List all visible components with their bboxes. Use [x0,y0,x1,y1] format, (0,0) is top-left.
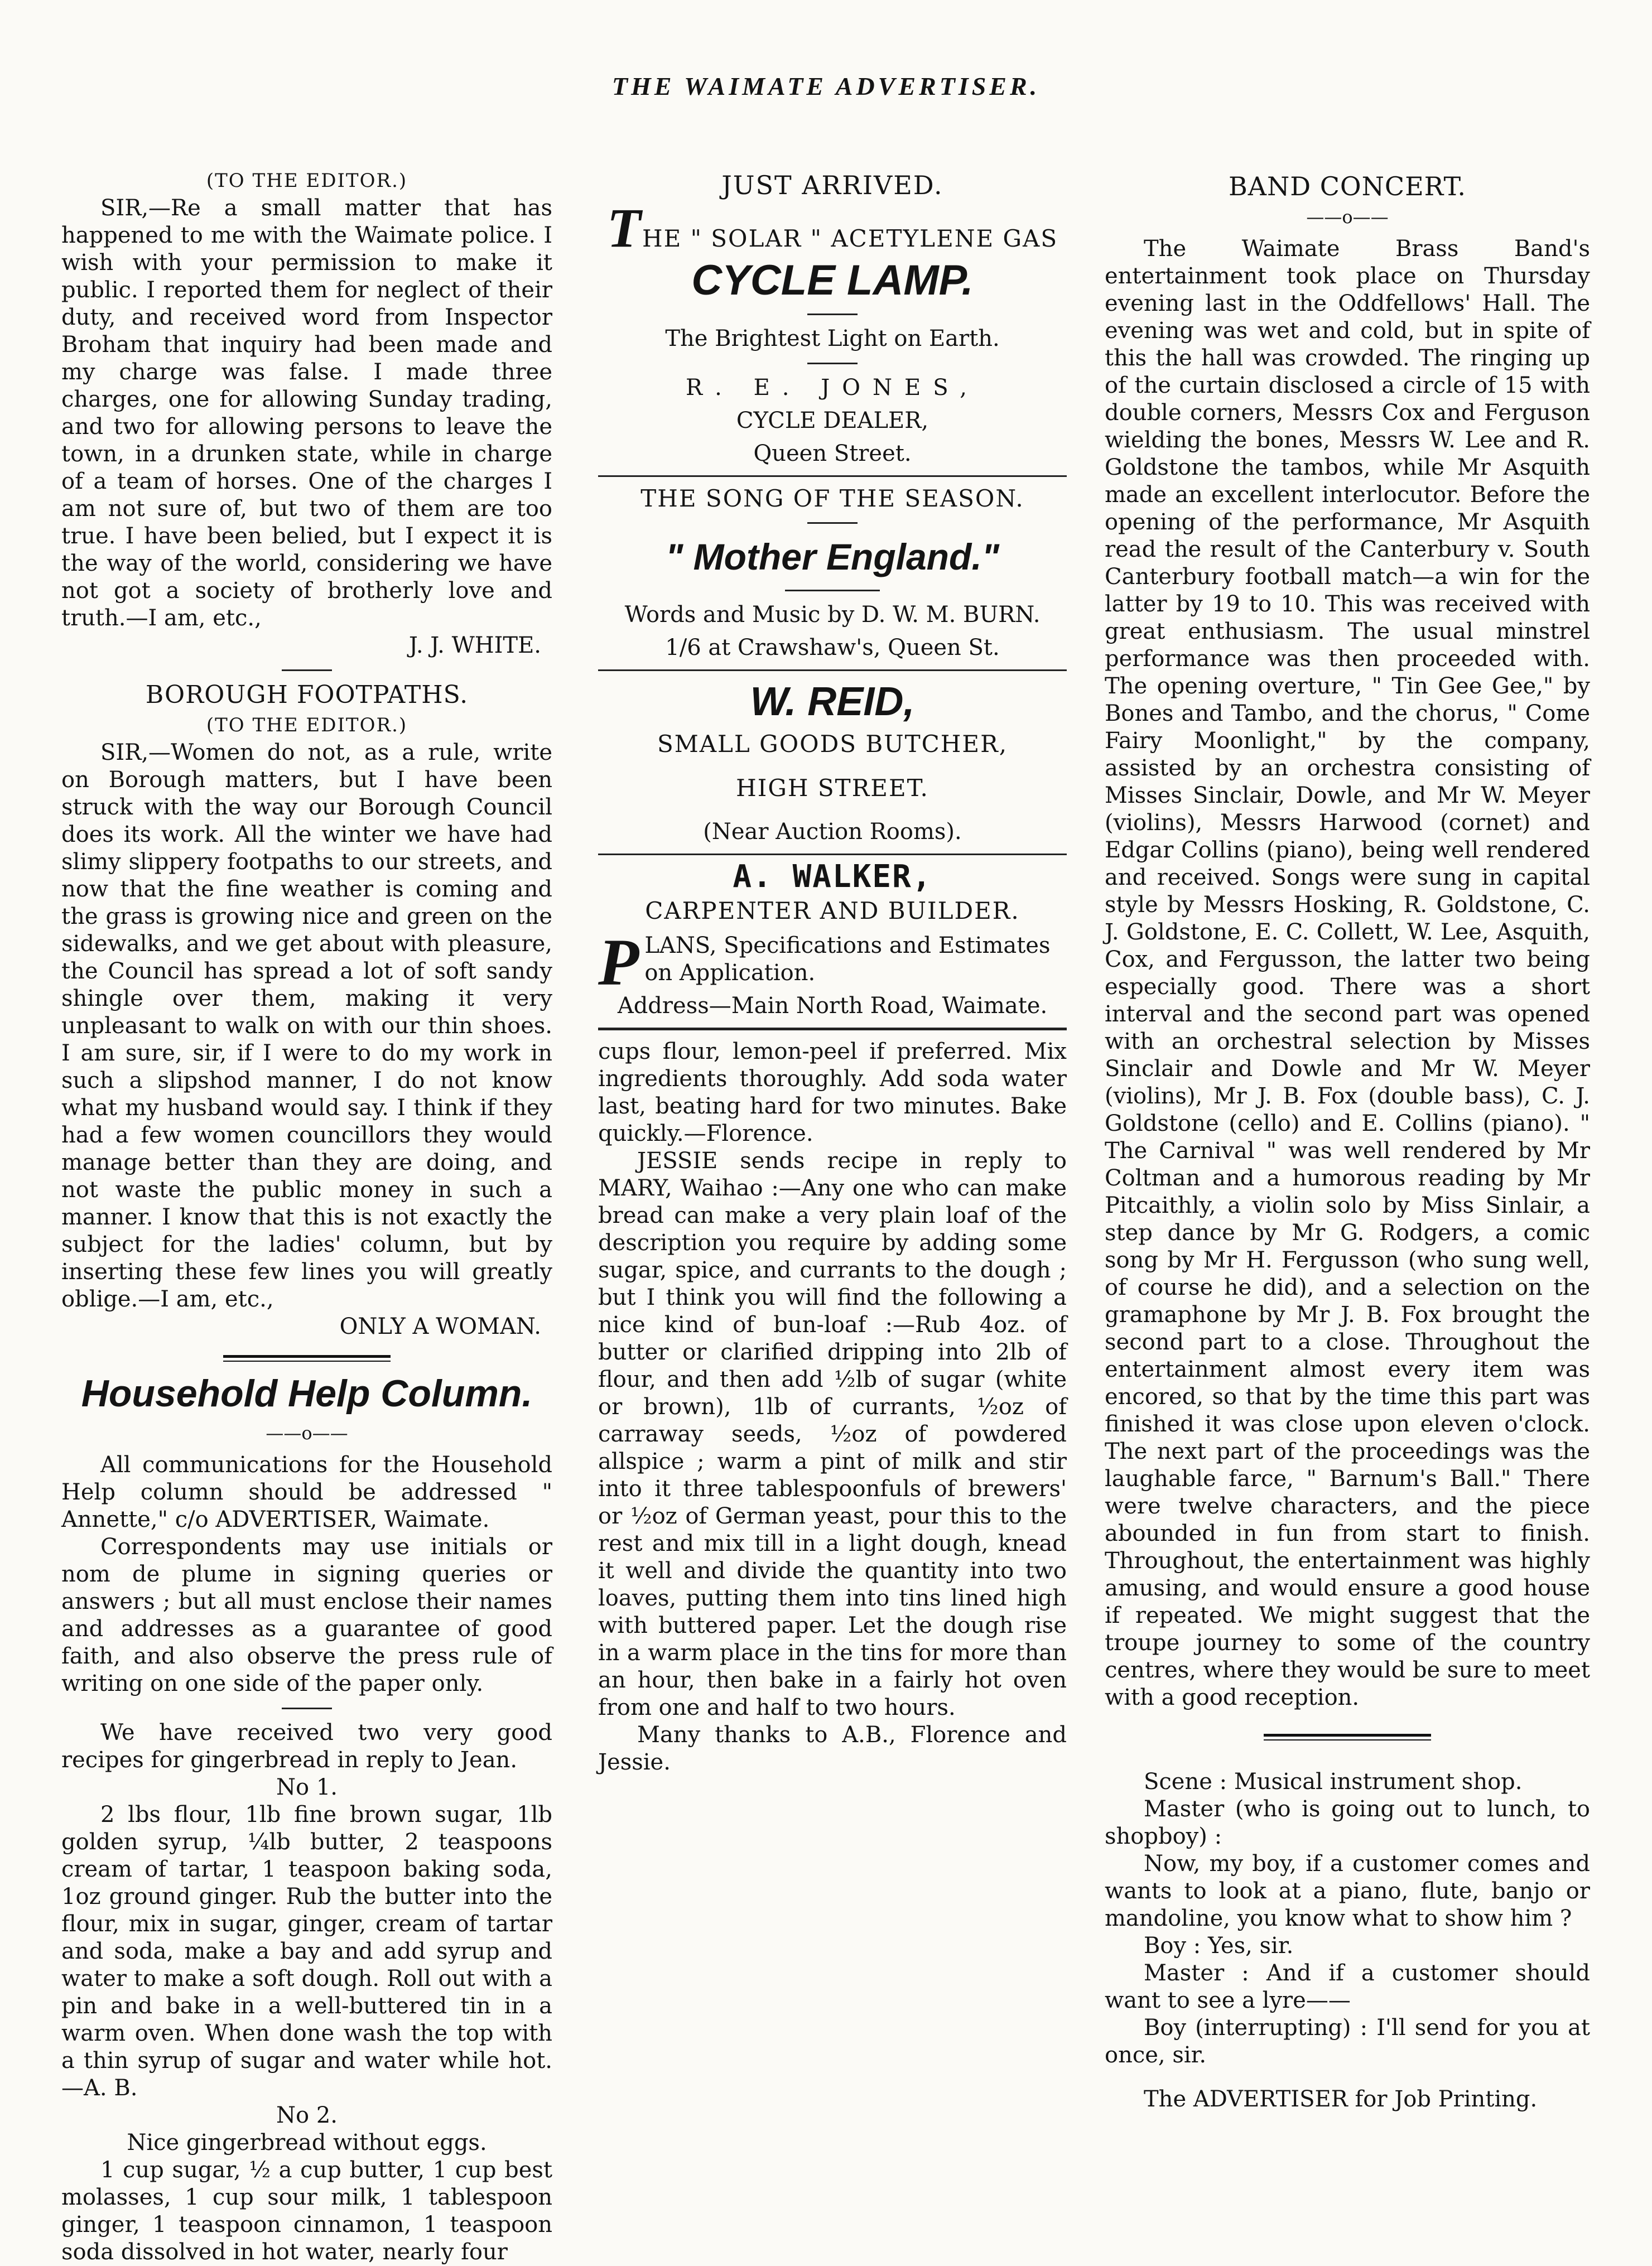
section-divider [1264,1734,1431,1741]
boy-line-2: Boy (interrupting) : I'll send for you at once, sir. [1105,2015,1590,2068]
master-line-1: Master (who is going out to lunch, to shopboy) : [1105,1796,1590,1849]
solar-heading: HE " SOLAR " ACETYLENE GAS [642,225,1058,252]
divider [282,1708,332,1709]
divider [785,590,880,591]
band-dash: ——o—— [1306,206,1389,228]
letter2-body: SIR,—Women do not, as a rule, write on Borough matters, but I have been struck with the way our Borough Council does its work. All the winter we have had slimy slippery footpaths to our streets, and now that the fine weather is coming and the grass is growing nice and green on the sidewalks, and we get about with pleasure, the Council has spread a lot of soft sandy shingle over them, making it very unpleasant to walk on with our thin shoes. I am sure, sir, if I were to do my work in such a slipshod manner, I do not know what my husband would say. I think if they had a few women councillors they would manage better than they are doing, and not waste the public money in such a manner. I know that this is not exactly the subject for the ladies' column, but by inserting these few lines you will greatly oblige.—I am, etc., [61,740,552,1312]
boy-line-1: Boy : Yes, sir. [1144,1933,1294,1959]
recipe2-subtitle: Nice gingerbread without eggs. [127,2130,487,2156]
divider [598,475,1067,477]
household-p2: Correspondents may use initials or nom de plume in signing queries or answers ; but all must enclose their names and addresses as a guarantee of good faith, and also observe the press rule of writing on one side of the paper only. [61,1534,552,1696]
walker-name: A. WALKER, [733,859,932,895]
band-concert-title: BAND CONCERT. [1228,171,1467,201]
brightest-light: The Brightest Light on Earth. [665,326,1000,351]
recipe-continued: cups flour, lemon-peel if preferred. Mix ingredients thoroughly. Add soda water last, beating hard for two minutes. Bake quickly.—Florence. [598,1039,1067,1146]
divider [807,314,858,315]
masthead: THE WAIMATE ADVERTISER. [611,72,1041,100]
recipe1-number: No 1. [276,1775,338,1800]
queen-street: Queen Street. [753,441,912,466]
divider [807,522,858,524]
recipe1-text: 2 lbs flour, 1lb fine brown sugar, 1lb golden syrup, ¼lb butter, 2 teaspoons cream of tartar, 1 teaspoon baking soda, 1oz ground ginger. Rub the butter into the flour, mix in sugar, ginger, cream of tartar and soda, make a bay and add syrup and water to make a soft dough. Roll out with a pin and bake in a well-buttered tin in a warm oven. When done wash the top with a thin syrup of sugar and water while hot.—A. B. [61,1802,552,2101]
divider [807,363,858,364]
butcher: SMALL GOODS BUTCHER, [657,730,1008,758]
master-line-2: Now, my boy, if a customer comes and wants to look at a piano, flute, banjo or mandoline, you know what to show him ? [1105,1851,1590,1931]
recipe2-text: 1 cup sugar, ½ a cup butter, 1 cup best molasses, 1 cup sour milk, 1 tablespoon ginger, 1 teaspoon cinnamon, 1 teaspoon soda dissolved in hot water, nearly four [61,2157,552,2265]
words-music: Words and Music by D. W. M. BURN. [624,602,1041,628]
section-divider [223,1355,391,1362]
master-line-3: Master : And if a customer should want to see a lyre—— [1105,1960,1590,2013]
household-p1: All communications for the Household Help column should be addressed " Annette," c/o ADVERTISER, Waimate. [61,1452,552,1532]
letter2-title: BOROUGH FOOTPATHS. [145,681,469,709]
solar-dropcap: T [606,197,642,259]
column-2 [598,167,1067,1776]
plans-text: LANS, Specifications and Estimates on Application. [644,933,1051,986]
jessie-recipe: JESSIE sends recipe in reply to MARY, Waihao :—Any one who can make bread can make a very plain loaf of the description you require by adding some sugar, spice, and currants to the dough ; but I think you will find the following a nice kind of bun-loaf :—Rub 4oz. of butter or clarified dripping into 2lb of flour, and then add ½lb of sugar (white or brown), 1lb of currants, ½oz of carraway seeds, ½oz of powdered allspice ; warm a pint of milk and stir into it three tablespoonfuls of brewers' or ½oz of German yeast, pour this to the rest and mix till in a light dough, knead it well and divide the quantity into two loaves, putting them into tins lined high with buttered paper. Let the dough rise in a warm place in the tins for more than an hour, then bake in a fairly hot oven from one and half to two hours. [598,1148,1067,1720]
divider [598,669,1067,671]
letter1-signature: J. J. WHITE. [408,633,541,658]
song-title: THE SONG OF THE SEASON. [640,485,1024,512]
household-p3: We have received two very good recipes for gingerbread in reply to Jean. [61,1720,552,1773]
household-title: Household Help Column. [81,1372,533,1415]
carpenter: CARPENTER AND BUILDER. [645,897,1020,924]
letter2-header: (TO THE EDITOR.) [206,714,408,736]
thanks: Many thanks to A.B., Florence and Jessie. [598,1722,1067,1775]
reid-name: W. REID, [750,679,915,724]
mother-england: " Mother England." [666,536,999,577]
column-3 [1105,167,1590,2113]
cycle-lamp: CYCLE LAMP. [691,257,974,304]
scene: Scene : Musical instrument shop. [1144,1769,1523,1795]
near-auction: (Near Auction Rooms). [703,819,962,845]
song-price: 1/6 at Crawshaw's, Queen St. [665,635,1000,660]
household-dash: ——o—— [266,1423,348,1444]
address: Address—Main North Road, Waimate. [617,993,1048,1019]
high-street: HIGH STREET. [736,774,929,802]
jones-name: R. E. JONES, [686,375,979,401]
job-printing: The ADVERTISER for Job Printing. [1144,2086,1538,2112]
just-arrived: JUST ARRIVED. [721,170,943,200]
letter1-body: SIR,—Re a small matter that has happened to me with the Waimate police. I wish with your permission to make it public. I reported them for neglect of their duty, and received word from Inspector Broham that inquiry had been made and my charge was false. I made three charges, one for allowing Sunday trading, and two for allowing persons to leave the town, in a drunken state, while in charge of a team of horses. One of the charges I am not sure of, but two of them are too true. I have been belied, but I expect it is the way of the world, considering we have not got a society of brotherly love and truth.—I am, etc., [61,195,552,631]
letter1-header: (TO THE EDITOR.) [206,170,408,192]
plans-dropcap: P [598,925,639,999]
letter2-signature: ONLY A WOMAN. [339,1314,541,1339]
divider [598,854,1067,855]
cycle-dealer: CYCLE DEALER, [736,408,929,433]
divider [282,669,332,671]
band-report: The Waimate Brass Band's entertainment took place on Thursday evening last in the Oddfellows' Hall. The evening was wet and cold, but in spite of this the hall was crowded. The ringing up of the curtain disclosed a circle of 15 with double corners, Messrs Cox and Ferguson wielding the bones, Messrs W. Lee and R. Goldstone the tambos, while Mr Asquith made an excellent interlocutor. Before the opening of the performance, Mr Asquith read the result of the Canterbury v. South Canterbury football match—a win for the latter by 19 to 10. This was received with great enthusiasm. The usual minstrel performance was then proceeded with. The opening overture, " Tin Gee Gee," by Bones and Tambo, and the chorus, " Come Fairy Moonlight," by the company, assisted by an orchestra consisting of Misses Sinclair, Dowle, and Mr W. Meyer (violins), Messrs Harwood (cornet) and Edgar Collins (piano), being well rendered and received. Songs were sung in capital style by Messrs Hosking, R. Goldstone, C. J. Goldstone, E. C. Collett, W. Lee, Asquith, Cox, and Fergusson, the latter two being especially good. There was a short interval and the second part was opened with an orchestral selection by Misses Sinclair and Dowle and Mr W. Meyer (violins), Mr J. B. Fox (double bass), C. J. Goldstone (cello) and E. Collins (piano). " The Carnival " was well rendered by Mr Coltman and a humorous reading by Mr Pitcaithly, a violin solo by Miss Sinlair, a step dance by Mr G. Rodgers, a comic song by Mr H. Fergusson (who sung well, of course he did), and a selection on the gramaphone by Mr J. B. Fox brought the second part to a close. Throughout the entertainment almost every item was encored, so that by the time this part was finished it was close upon eleven o'clock. The next part of the proceedings was the laughable farce, " Barnum's Ball." There were twelve characters, and the piece abounded in fun from start to finish. Throughout, the entertainment was highly amusing, and would ensure a good house if repeated. We might suggest that the troupe journey to some of the country centres, where they would be sure to meet with a good reception. [1105,236,1590,1710]
recipe2-number: No 2. [276,2103,338,2128]
column-1 [61,167,552,2266]
divider [598,1028,1067,1030]
